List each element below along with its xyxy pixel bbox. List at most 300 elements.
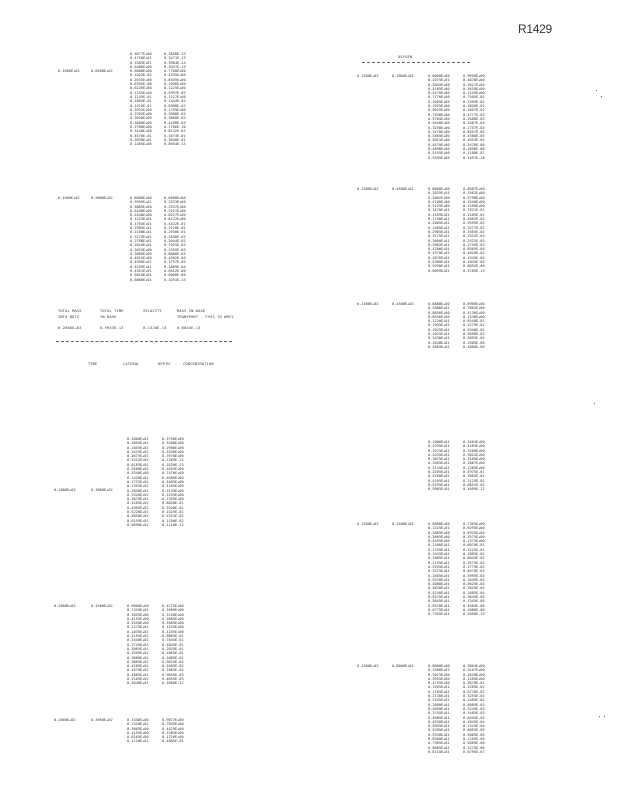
- value-cell: 0.8888E+00: [428, 302, 450, 306]
- value-cell: 0.1865E-02: [162, 668, 184, 673]
- value-cell: 0.1338E+00: [463, 314, 485, 319]
- value-cell: 0.1000E+01: [428, 440, 450, 444]
- value-cell: 0.3570E+01: [428, 577, 450, 582]
- value-cell: 0.1865E-01: [162, 651, 184, 656]
- value-cell: 0.2745E+01: [127, 642, 149, 647]
- value-cell: 0.3005E-05: [463, 732, 485, 737]
- value-cell: 0.1227E+00: [164, 94, 186, 99]
- value-cell: 0.6226E+00: [130, 86, 152, 91]
- value-cell: 0.4885E-01: [162, 739, 184, 744]
- value-cell: 0.3383E+01: [130, 60, 152, 65]
- value-cell: 0.1155E+00: [130, 90, 152, 95]
- value-cell: 0.3595E-02: [463, 221, 485, 226]
- value-cell: 0.5340E-02: [463, 327, 485, 332]
- scan-speck: [596, 90, 597, 91]
- value-cell: 0.3618E+00: [463, 86, 485, 91]
- value-cell: 0.1375E+00: [463, 539, 485, 544]
- value-cell: 0.4620E+01: [428, 586, 450, 591]
- value-cell: 0.5640E+01: [127, 681, 149, 686]
- value-cell: 0.1085E-01: [162, 655, 184, 660]
- value-cell: 0.2540E+00: [463, 199, 485, 204]
- block-col-1: [428, 440, 450, 492]
- block-time: 0.1500E+02: [357, 74, 379, 78]
- value-cell: 0.2000E+01: [127, 437, 149, 441]
- header-time: TIME: [88, 362, 98, 366]
- value-cell: 0.3065E+01: [127, 646, 149, 651]
- block-col-1: [130, 196, 152, 282]
- value-cell: 0.2845E+01: [127, 445, 149, 450]
- value-cell: 0.1260E+01: [428, 543, 450, 548]
- value-cell: 0.4185E+00: [428, 86, 450, 91]
- value-cell: 0.4136E+00: [463, 310, 485, 315]
- value-cell: 0.6095E+01: [428, 268, 450, 273]
- value-cell: 0.3320E+01: [127, 492, 149, 497]
- block-position: 0.8000E+02: [392, 664, 414, 668]
- value-cell: 0.4570E+01: [127, 668, 149, 673]
- value-cell: 0.1108E-07: [463, 151, 485, 156]
- block-time: 0.1500E+02: [357, 302, 379, 306]
- value-cell: 0.2525E-03: [463, 238, 485, 243]
- value-cell: 0.2768E+01: [130, 238, 152, 243]
- value-cell: 0.7862E+00: [463, 306, 485, 311]
- value-cell: 0.7845E+00: [162, 722, 184, 727]
- value-cell: 0.1770E+00: [428, 95, 450, 100]
- value-cell: 0.5055E+01: [428, 724, 450, 729]
- value-cell: 0.4155E+00: [127, 616, 149, 621]
- block-col-2: [463, 522, 485, 617]
- block-col-2: [463, 74, 485, 160]
- value-cell: 0.8085E+01: [428, 745, 450, 750]
- value-cell: 0.3745E+01: [428, 711, 450, 716]
- header-rule: [362, 62, 470, 63]
- value-cell: 0.1320E+01: [127, 722, 149, 727]
- block-col-2: [162, 718, 184, 744]
- value-cell: 0.2485E+01: [428, 225, 450, 230]
- value-cell: 0.3902E-01: [463, 474, 485, 479]
- value-cell: 0.5450E+00: [127, 621, 149, 626]
- value-cell: 0.1945E-04: [463, 255, 485, 260]
- value-cell: 0.4950E+01: [130, 260, 152, 265]
- block-col-2: [164, 196, 186, 282]
- value-cell: 0.2965E+01: [428, 229, 450, 234]
- value-cell: 0.3275E+01: [130, 234, 152, 239]
- value-cell: 0.3037E-13: [164, 64, 186, 69]
- summary-header-2: TOTAL TIME: [100, 309, 124, 313]
- value-cell: 0.5485E+00: [162, 479, 184, 484]
- value-cell: 0.4765E+01: [428, 478, 450, 483]
- block-col-2: [463, 302, 485, 349]
- value-cell: 0.1285E+00: [463, 465, 485, 470]
- value-cell: 0.4955E+01: [127, 505, 149, 510]
- value-cell: 0.2435E+01: [428, 452, 450, 457]
- block-time: 0.1500E+02: [357, 187, 379, 191]
- block-col-2: [162, 437, 184, 527]
- value-cell: 0.3010E+01: [130, 243, 152, 248]
- value-cell: 0.1255E-05: [463, 737, 485, 742]
- value-cell: 0.5935E+00: [428, 155, 450, 160]
- value-cell: 0.3855E+01: [127, 441, 149, 446]
- summary-header-3: VELOCITY: [143, 309, 162, 313]
- value-cell: 0.5107E+00: [463, 668, 485, 673]
- value-cell: 0.9064E+00: [463, 664, 485, 668]
- value-cell: 0.3480E-03: [463, 116, 485, 121]
- block-col-2: [162, 604, 184, 686]
- value-cell: 0.3797E-05: [164, 260, 186, 265]
- value-cell: 0.1896E-06: [463, 147, 485, 152]
- value-cell: 0.3320E-01: [162, 505, 184, 510]
- value-cell: 0.2840E-01: [164, 137, 186, 142]
- value-cell: 0.6000E+00: [130, 69, 152, 74]
- value-cell: 0.4260E+01: [428, 474, 450, 479]
- value-cell: 0.6195E+01: [127, 518, 149, 523]
- page-id: R1429: [518, 22, 552, 36]
- value-cell: 0.5125E+00: [428, 204, 450, 209]
- value-cell: 0.4675E+01: [127, 454, 149, 459]
- value-cell: 0.3555E-02: [463, 229, 485, 234]
- value-cell: 0.1785E+01: [428, 689, 450, 694]
- value-cell: 0.4088E+01: [428, 582, 450, 587]
- value-cell: 0.3465E+01: [428, 461, 450, 466]
- value-cell: 0.5670E-01: [463, 681, 485, 686]
- value-cell: 0.1505E-06: [463, 340, 485, 345]
- value-cell: 0.1145E-01: [130, 94, 152, 99]
- value-cell: 0.5590E+01: [428, 264, 450, 269]
- value-cell: 0.2355E+01: [127, 484, 149, 489]
- value-cell: 0.5640E+00: [428, 121, 450, 126]
- value-cell: 0.1325E-04: [463, 724, 485, 729]
- value-cell: 0.3322E-03: [463, 234, 485, 239]
- value-cell: 0.5380E+01: [428, 260, 450, 265]
- value-cell: 0.1826E-02: [463, 104, 485, 109]
- value-cell: 0.3082E+00: [428, 195, 450, 200]
- value-cell: 0.6775E+01: [428, 607, 450, 612]
- block-position: 0.8400E+02: [91, 69, 113, 73]
- value-cell: 0.4351E+01: [130, 269, 152, 274]
- value-cell: 0.2780E+00: [130, 125, 152, 130]
- value-cell: 0.6560E+01: [428, 737, 450, 742]
- value-cell: 0.3000E+00: [130, 120, 152, 125]
- value-cell: 0.8888E-04: [164, 251, 186, 256]
- value-cell: 0.3765E+00: [130, 112, 152, 117]
- block-time: 0.1500E+02: [357, 664, 379, 668]
- value-cell: 0.1325E+01: [428, 526, 450, 531]
- value-cell: 0.3750E+00: [162, 437, 184, 441]
- value-cell: 0.4570E-01: [130, 133, 152, 138]
- block-col-1: [428, 302, 450, 349]
- value-cell: 0.5486E+00: [130, 64, 152, 69]
- value-cell: 0.2125E-01: [463, 478, 485, 483]
- value-cell: 0.1255E+00: [162, 629, 184, 634]
- value-cell: 0.5185E-01: [463, 212, 485, 217]
- summary-rule: [56, 341, 232, 342]
- value-cell: 0.2160E+01: [130, 230, 152, 235]
- value-cell: 0.4530E+01: [428, 719, 450, 724]
- header-concentration: CONCENTRATION: [183, 362, 214, 366]
- value-cell: 0.2886E+01: [428, 306, 450, 311]
- value-cell: 0.2838E-02: [164, 234, 186, 239]
- value-cell: 0.4565E-06: [463, 603, 485, 608]
- summary-subheader-1: INTO BOTS: [58, 315, 80, 319]
- value-cell: 0.5895E-04: [463, 336, 485, 341]
- block-col-1: [130, 52, 152, 147]
- value-cell: 0.6060E-06: [164, 273, 186, 278]
- value-cell: 0.2930E-01: [164, 230, 186, 235]
- value-cell: 0.5195E+01: [428, 482, 450, 487]
- value-cell: 0.4455E+00: [428, 539, 450, 544]
- value-cell: 0.1096E+00: [164, 82, 186, 87]
- value-cell: 0.2285E+00: [162, 730, 184, 735]
- value-cell: 0.5220E+01: [127, 510, 149, 515]
- block-time: 0.2000E+02: [54, 718, 76, 722]
- value-cell: 0.4155E+00: [127, 730, 149, 735]
- value-cell: 0.1045E-05: [463, 260, 485, 265]
- value-cell: 0.1320E+01: [127, 608, 149, 613]
- value-cell: 0.2845E-04: [463, 586, 485, 591]
- block-time: 0.1500E+02: [357, 522, 379, 526]
- value-cell: 0.3680E+01: [127, 655, 149, 660]
- value-cell: 0.5575E+01: [428, 595, 450, 600]
- value-cell: 0.3045E+00: [428, 82, 450, 87]
- value-cell: 0.1485E-02: [463, 698, 485, 703]
- value-cell: 0.2900E+00: [162, 445, 184, 450]
- block-col-2: [164, 52, 186, 147]
- summary-value-2: 8.9943E-13: [100, 326, 124, 330]
- value-cell: 0.2521E+00: [164, 208, 186, 213]
- scan-speck: [604, 716, 605, 717]
- value-cell: 0.1757E-04: [463, 125, 485, 130]
- value-cell: 0.8565E-04: [463, 247, 485, 252]
- value-cell: 0.4285E+01: [127, 501, 149, 506]
- value-cell: 0.8100E+00: [130, 208, 152, 213]
- value-cell: 0.4015E+00: [130, 256, 152, 261]
- value-cell: 0.1265E-12: [162, 458, 184, 463]
- value-cell: 0.3145E+01: [428, 465, 450, 470]
- value-cell: 0.1565E+01: [428, 685, 450, 690]
- block-position: 0.4500E+02: [392, 187, 414, 191]
- value-cell: 0.3800E+01: [428, 238, 450, 243]
- value-cell: 0.1535E+00: [162, 625, 184, 630]
- value-cell: 0.1674E-01: [164, 133, 186, 138]
- value-cell: 0.1867E+00: [463, 461, 485, 466]
- value-cell: 0.1025E-02: [130, 73, 152, 78]
- value-cell: 0.3225E+01: [428, 448, 450, 453]
- value-cell: 0.3962E+01: [428, 242, 450, 247]
- value-cell: 0.1545E+01: [428, 552, 450, 557]
- value-cell: 0.4200E+01: [428, 247, 450, 252]
- value-cell: 0.1345E-05: [463, 599, 485, 604]
- value-cell: 0.8455E+00: [164, 77, 186, 82]
- block-position: 0.4950E+02: [91, 718, 113, 722]
- block-col-1: [428, 664, 450, 754]
- value-cell: 0.2440E+01: [127, 638, 149, 643]
- value-cell: 0.5400E+01: [127, 467, 149, 472]
- value-cell: 0.4898E+00: [428, 147, 450, 152]
- block-position: 0.4500E+02: [392, 302, 414, 306]
- value-cell: 0.5440E+00: [130, 213, 152, 218]
- value-cell: 0.9025E+00: [428, 108, 450, 113]
- value-cell: 0.7462E+00: [463, 191, 485, 196]
- value-cell: 0.1245E+00: [463, 91, 485, 96]
- value-cell: 0.9658E-03: [463, 332, 485, 337]
- value-cell: 0.4015E+00: [428, 138, 450, 143]
- value-cell: 0.4570E+00: [428, 142, 450, 147]
- value-cell: 0.2885E+00: [162, 616, 184, 621]
- value-cell: 0.1497E-18: [463, 155, 485, 160]
- value-cell: 0.5388E-05: [463, 134, 485, 139]
- value-cell: 0.1766E-10: [164, 125, 186, 130]
- value-cell: 0.5340E+00: [127, 471, 149, 476]
- value-cell: 0.2487E-04: [463, 121, 485, 126]
- value-cell: 0.3355E+01: [127, 651, 149, 656]
- block-col-2: [463, 440, 485, 492]
- value-cell: 0.6825E-02: [162, 659, 184, 664]
- value-cell: 0.3476E-06: [463, 142, 485, 147]
- value-cell: 0.5165E+01: [127, 677, 149, 682]
- value-cell: 0.3150E+00: [162, 612, 184, 617]
- value-cell: 0.4756E+01: [130, 56, 152, 61]
- value-cell: 0.8457E-05: [463, 129, 485, 134]
- value-cell: 0.4997E-02: [164, 90, 186, 95]
- value-cell: 0.1485E-03: [463, 711, 485, 716]
- value-cell: 0.5830E+01: [127, 514, 149, 519]
- value-cell: 0.3970E+00: [162, 454, 184, 459]
- value-cell: 0.8710E+01: [428, 749, 450, 754]
- value-cell: 0.8852E-06: [463, 264, 485, 269]
- value-cell: 0.4975E-01: [463, 470, 485, 475]
- value-cell: 0.5285E+01: [428, 728, 450, 733]
- value-cell: 0.3120E-02: [164, 226, 186, 231]
- value-cell: 0.3869E+00: [130, 251, 152, 256]
- value-cell: 0.6600E+00: [164, 196, 186, 200]
- block-col-1: [428, 187, 450, 273]
- block-col-1: [428, 74, 450, 160]
- summary-header-1: TOTAL MASS: [58, 309, 82, 313]
- value-cell: 0.3665E+00: [428, 534, 450, 539]
- value-cell: 0.5810E+01: [130, 273, 152, 278]
- value-cell: 0.3255E-02: [463, 694, 485, 699]
- value-cell: 0.2865E+00: [428, 530, 450, 535]
- block-col-1: [127, 718, 149, 744]
- value-cell: 0.3022E+00: [463, 452, 485, 457]
- block-position: 0.3000E+02: [91, 488, 113, 492]
- value-cell: 0.7476E+00: [162, 471, 184, 476]
- value-cell: 0.8556E+00: [428, 314, 450, 319]
- value-cell: 0.7845E-01: [162, 638, 184, 643]
- value-cell: 0.9950E+00: [463, 74, 485, 78]
- value-cell: 0.6070E-01: [463, 543, 485, 548]
- value-cell: 0.4183E+00: [463, 444, 485, 449]
- value-cell: 0.4925E+00: [463, 530, 485, 535]
- value-cell: 0.2533E+00: [164, 200, 186, 205]
- value-cell: 0.8470E-03: [463, 569, 485, 574]
- value-cell: 0.8227E+00: [164, 213, 186, 218]
- value-cell: 0.3200E+00: [162, 441, 184, 446]
- value-cell: 0.5930E+01: [428, 732, 450, 737]
- value-cell: 0.1555E-03: [164, 247, 186, 252]
- value-cell: 0.3336E+00: [127, 718, 149, 722]
- value-cell: 0.8122E+00: [164, 217, 186, 222]
- value-cell: 0.3175E+01: [428, 234, 450, 239]
- value-cell: 0.1485E+00: [130, 142, 152, 147]
- value-cell: 0.4570E+01: [428, 251, 450, 256]
- value-cell: 0.3030E+01: [130, 137, 152, 142]
- value-cell: 0.1220E+01: [428, 319, 450, 324]
- block-time: 0.2000E+02: [54, 488, 76, 492]
- value-cell: 0.3265E+01: [428, 470, 450, 475]
- value-cell: 0.1355E+00: [162, 497, 184, 502]
- value-cell: 0.3165E+00: [463, 457, 485, 462]
- value-cell: 0.1275E+01: [127, 625, 149, 630]
- value-cell: 0.2275E-06: [463, 745, 485, 750]
- value-cell: 0.1925E+00: [428, 104, 450, 109]
- value-cell: 0.3277E-02: [463, 225, 485, 230]
- value-cell: 0.1805E-01: [130, 99, 152, 104]
- value-cell: 0.8132E-02: [164, 129, 186, 134]
- value-cell: 0.5555E+00: [162, 467, 184, 472]
- value-cell: 0.3020E+00: [130, 116, 152, 121]
- value-cell: 0.1085E-04: [463, 590, 485, 595]
- value-cell: 0.1335E+01: [428, 547, 450, 552]
- value-cell: 0.7495E-02: [463, 99, 485, 104]
- value-cell: 0.3065E+00: [127, 726, 149, 731]
- value-cell: 0.6445E-04: [463, 715, 485, 720]
- value-cell: 0.9855E-03: [162, 672, 184, 677]
- value-cell: 0.7505E-01: [463, 95, 485, 100]
- value-cell: 0.4275E+00: [162, 604, 184, 608]
- value-cell: 0.3470E+00: [428, 129, 450, 134]
- value-cell: 0.2025E+01: [428, 332, 450, 337]
- value-cell: 0.8966E+00: [463, 302, 485, 306]
- value-cell: 0.4562E-04: [164, 256, 186, 261]
- block-col-2: [463, 664, 485, 754]
- value-cell: 0.4335E+00: [164, 73, 186, 78]
- value-cell: 0.2035E+00: [130, 77, 152, 82]
- value-cell: 0.8880E+00: [130, 196, 152, 200]
- value-cell: 0.2279E-01: [463, 323, 485, 328]
- value-cell: 0.8654E-13: [164, 142, 186, 147]
- value-cell: 0.3677E+00: [130, 52, 152, 56]
- value-cell: 0.3464E+00: [463, 440, 485, 444]
- value-cell: 0.6851E-02: [463, 482, 485, 487]
- value-cell: 0.5665E-06: [463, 741, 485, 746]
- summary-value-1: 0.2006E+03: [58, 326, 82, 330]
- value-cell: 0.1289E+00: [463, 204, 485, 209]
- value-cell: 0.1750E+01: [428, 217, 450, 222]
- scan-speck: [599, 716, 600, 717]
- value-cell: 0.1560E+01: [428, 668, 450, 673]
- value-cell: 0.1885E-01: [463, 552, 485, 557]
- value-cell: 0.6495E+00: [463, 526, 485, 531]
- value-cell: 0.4422E-01: [164, 221, 186, 226]
- value-cell: 0.1825E+01: [428, 327, 450, 332]
- value-cell: 0.3065E+01: [428, 344, 450, 349]
- value-cell: 0.1825E+01: [428, 191, 450, 196]
- value-cell: 0.3471E-13: [164, 56, 186, 61]
- value-cell: 0.3055E+00: [127, 612, 149, 617]
- value-cell: 0.4020E-04: [463, 251, 485, 256]
- value-cell: 0.4055E-03: [162, 677, 184, 682]
- value-cell: 0.1695E-12: [463, 487, 485, 492]
- value-cell: 0.6855E-05: [463, 728, 485, 733]
- value-cell: 0.1925E-02: [164, 243, 186, 248]
- value-cell: 0.8770E-02: [463, 689, 485, 694]
- value-cell: 0.1765E+01: [130, 221, 152, 226]
- value-cell: 0.4876E+01: [428, 255, 450, 260]
- value-cell: 0.5140E+01: [428, 590, 450, 595]
- block-col-1: [127, 437, 149, 527]
- value-cell: 0.2430E+01: [428, 336, 450, 341]
- value-cell: 0.6448E-01: [463, 319, 485, 324]
